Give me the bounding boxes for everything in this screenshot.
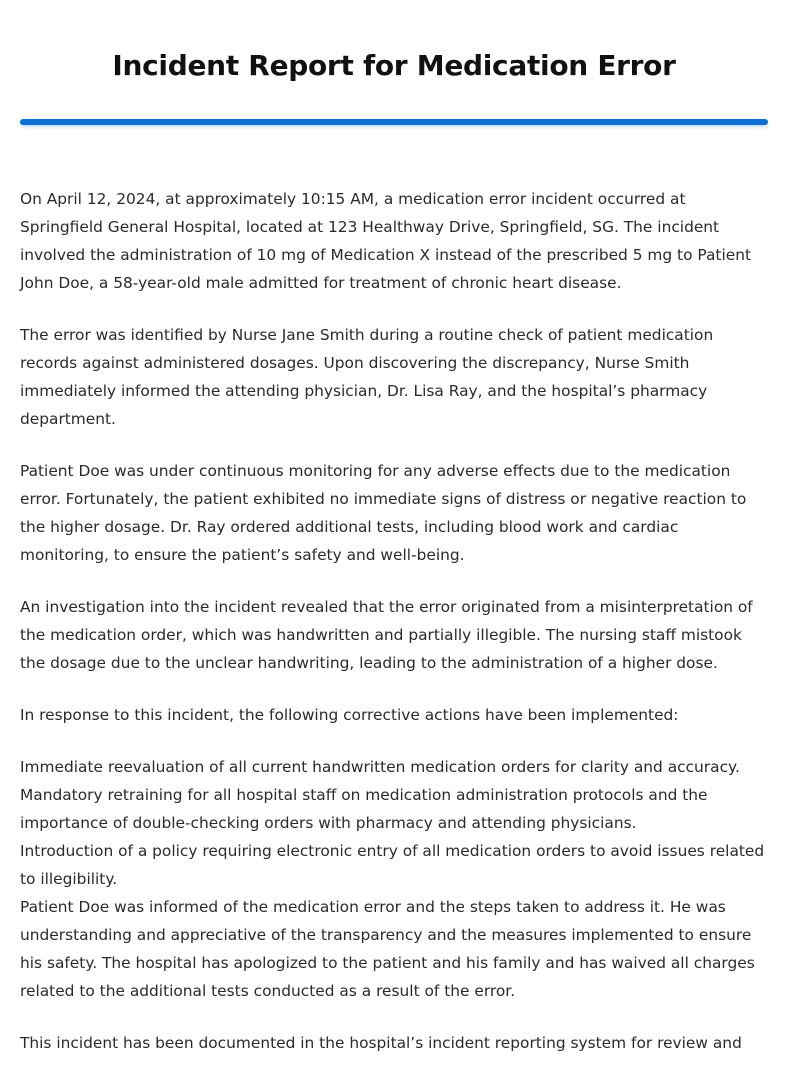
paragraph-corrective-intro: In response to this incident, the following corrective actions have been implemented: [20, 706, 679, 724]
list-item: Introduction of a policy requiring electronic entry of all medication orders to avoid issues related to illegibility. [20, 842, 765, 888]
list-item: Patient Doe was informed of the medication error and the steps taken to address it. He was understanding and appreciative of the transparency and the measures implemented to ensure his safety. The hospital has apologized to the patient and his family and has waived all charges related to the additional tests conducted as a result of the error. [20, 898, 755, 1000]
corrective-actions-list [20, 753, 768, 1005]
paragraph-error-identified: The error was identified by Nurse Jane Smith during a routine check of patient medication records against administered dosages. Upon discovering the discrepancy, Nurse Smith immediately informed the attending physician, Dr. Lisa Ray, and the hospital’s pharmacy department. [20, 326, 714, 428]
paragraph-closing: This incident has been documented in the hospital’s incident reporting system for review and [20, 1034, 742, 1052]
page-title: Incident Report for Medication Error [112, 49, 676, 82]
list-item: Mandatory retraining for all hospital staff on medication administration protocols and the importance of double-checking orders with pharmacy and attending physicians. [20, 786, 708, 832]
paragraph-patient-monitoring: Patient Doe was under continuous monitoring for any adverse effects due to the medication error. Fortunately, the patient exhibited no immediate signs of distress or negative reaction to the higher dosage. Dr. Ray ordered additional tests, including blood work and cardiac monitoring, to ensure the patient’s safety and well-being. [20, 462, 747, 564]
list-item: Immediate reevaluation of all current handwritten medication orders for clarity and accuracy. [20, 758, 740, 776]
paragraph-investigation: An investigation into the incident revealed that the error originated from a misinterpretation of the medication order, which was handwritten and partially illegible. The nursing staff mistook the dosage due to the unclear handwriting, leading to the administration of a higher dose. [20, 598, 753, 672]
report-body [20, 185, 768, 1081]
title-divider [20, 119, 768, 125]
paragraph-incident-summary: On April 12, 2024, at approximately 10:15 AM, a medication error incident occurred at Springfield General Hospital, located at 123 Healthway Drive, Springfield, SG. The incident involved the administration of 10 mg of Medication X instead of the prescribed 5 mg to Patient John Doe, a 58-year-old male admitted for treatment of chronic heart disease. [20, 190, 751, 292]
